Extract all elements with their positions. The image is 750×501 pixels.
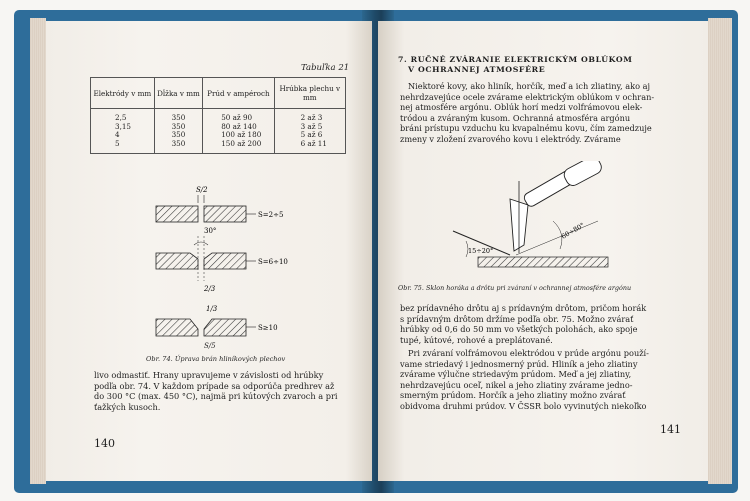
- figure-label: S/2: [196, 186, 208, 194]
- paragraph-1: [400, 81, 690, 144]
- figure-caption: Obr. 74. Úprava brán hliníkových plechov: [146, 355, 286, 363]
- table-header-row: [91, 78, 346, 109]
- electrode-cell: [91, 109, 155, 154]
- figure-label: 60÷80°: [560, 221, 586, 241]
- cell-value: 350: [171, 121, 186, 131]
- page-number: 140: [94, 437, 115, 450]
- cell-value: 350: [171, 138, 186, 148]
- header-electrodes: Elektródy v mm: [91, 78, 155, 109]
- edge-preparation-diagram: [126, 181, 326, 341]
- bevel-angle-arc: [194, 242, 208, 245]
- text-line: Pri zváraní volfrámovou elektródou v prúde argónu použí-: [408, 348, 649, 358]
- left-page: [46, 21, 372, 481]
- text-line: nej atmosfére argónu. Oblúk horí medzi volfrámovou elek-: [400, 102, 643, 112]
- cell-value: 2,5: [115, 113, 127, 122]
- figure-label: 2/3: [204, 285, 216, 293]
- figure-caption: Obr. 75. Sklon horáka a drôtu pri zváraní v ochrannej atmosfére argónu: [398, 284, 632, 292]
- cell-value: 3 až 5: [300, 121, 323, 131]
- plate-left: [156, 319, 198, 336]
- torch-cable: [562, 161, 604, 188]
- cell-value: 100 až 180: [221, 130, 262, 140]
- current-cell: [203, 109, 274, 154]
- left-page-stack: [30, 18, 46, 484]
- cell-value: 150 až 200: [221, 138, 262, 148]
- text-line: vame striedavý i jednosmerný prúd. Hliník a jeho zliatiny: [400, 358, 638, 369]
- cell-value: 5 až 6: [300, 130, 323, 140]
- text-line: zvárame výlučne striedavým prúdom. Meď a jej zliatiny,: [400, 369, 632, 379]
- figure-label: S≥10: [258, 324, 278, 332]
- cell-value: 80 až 140: [221, 121, 257, 131]
- text-line: nehrdzavejúcu oceľ, nikel a jeho zliatiny zvárame jedno-: [400, 379, 633, 390]
- text-line: smerným prúdom. Horčík a jeho zliatiny možno zvárať: [400, 390, 626, 400]
- figure-label: S=2÷5: [258, 211, 284, 219]
- electrode-table: [90, 77, 346, 154]
- paragraph-2: [400, 303, 690, 345]
- plate-left: [156, 253, 198, 269]
- cell-value: 6 až 11: [300, 138, 327, 148]
- text-line: bez prídavného drôtu aj s prídavným drôtom, pričom horák: [400, 303, 647, 313]
- cell-value: 5: [115, 138, 120, 148]
- text-line: hrúbky od 0,6 do 50 mm vo všetkých polohách, ako spoje: [400, 324, 638, 334]
- text-line: Niektoré kovy, ako hliník, horčík, meď a ich zliatiny, ako aj: [408, 81, 651, 91]
- section-heading: [398, 55, 632, 75]
- cell-value: 4: [115, 130, 120, 140]
- angle-line: [516, 221, 598, 255]
- table-row: [91, 109, 346, 154]
- plate-right: [204, 206, 246, 222]
- cell-value: 2 až 3: [300, 113, 323, 122]
- text-line: nehrdzavejúce ocele zvárame elektrickým oblúkom v ochran-: [400, 91, 655, 102]
- cell-value: 350: [171, 113, 186, 122]
- figure-label: 15÷20°: [468, 247, 494, 255]
- text-line: tupé, kútové, rohové a preplátované.: [400, 334, 553, 345]
- text-line: obidvoma druhmi prúdov. V ČSSR bolo vyvinutých niekoľko: [400, 400, 647, 411]
- cell-value: 350: [171, 130, 186, 140]
- cell-value: 50 až 90: [221, 113, 253, 122]
- thickness-cell: [274, 109, 345, 154]
- text-line: ťažkých kusoch.: [94, 401, 161, 412]
- header-length: Dĺžka v mm: [154, 78, 202, 109]
- right-page-stack: [708, 18, 732, 484]
- text-line: do 300 °C (max. 450 °C), najmä pri kútových zvaroch a pri: [94, 391, 338, 401]
- torch-angle-diagram: [448, 161, 638, 281]
- header-thickness: Hrúbka plechu v mm: [274, 78, 345, 109]
- text-line: tródou a zváraným kusom. Ochranná atmosféra argónu: [400, 112, 631, 123]
- figure-label: S/5: [204, 342, 216, 350]
- body-text: [94, 370, 350, 412]
- cell-value: 3,15: [115, 121, 132, 131]
- plate-right: [204, 319, 246, 336]
- plate-left: [156, 206, 198, 222]
- header-current: Prúd v ampéroch: [203, 78, 274, 109]
- text-line: bráni prístupu vzduchu ku kvapalnému kovu, čím zamedzuje: [400, 123, 652, 133]
- text-line: s prídavným drôtom držíme podľa obr. 75. Možno zvárať: [400, 313, 634, 324]
- text-line: zmeny v zložení zvarového kovu i elektródy. Zvárame: [400, 133, 621, 144]
- figure-label: 30°: [204, 227, 217, 235]
- workpiece-plate: [478, 257, 608, 267]
- table-caption: Tabuľka 21: [301, 63, 350, 73]
- right-page: [378, 21, 708, 481]
- figure-label: 1/3: [206, 305, 218, 313]
- text-line: livo odmastiť. Hrany upravujeme v závislosti od hrúbky: [94, 370, 324, 380]
- text-line: podľa obr. 74. V každom prípade sa odporúča predhrev až: [94, 380, 335, 391]
- heading-line: V OCHRANNEJ ATMOSFÉRE: [408, 65, 546, 74]
- paragraph-3: [400, 348, 690, 411]
- heading-line: 7. RUČNÉ ZVÁRANIE ELEKTRICKÝM OBLÚKOM: [398, 55, 633, 64]
- figure-label: S=6÷10: [258, 258, 288, 266]
- plate-right: [204, 253, 246, 269]
- page-number: 141: [660, 423, 681, 436]
- length-cell: [154, 109, 202, 154]
